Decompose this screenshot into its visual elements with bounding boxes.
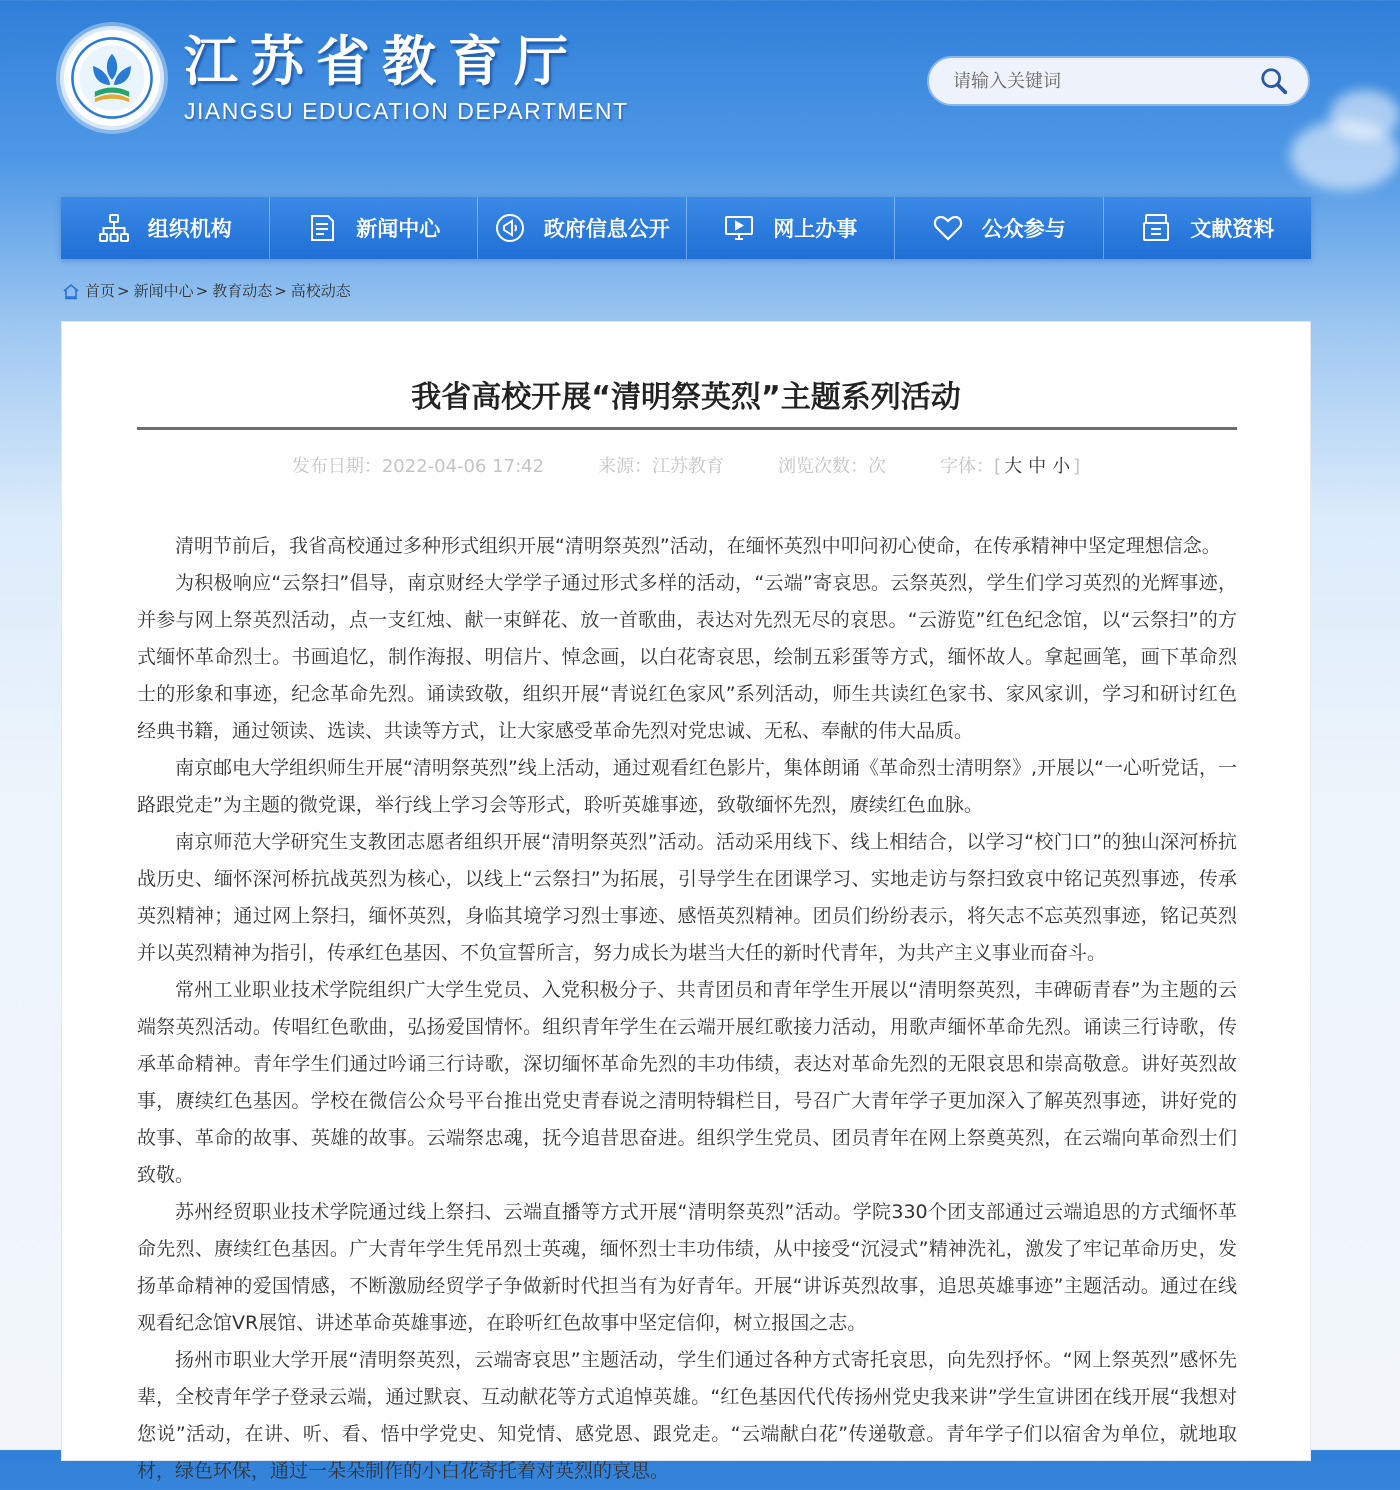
article-paragraph: 苏州经贸职业技术学院通过线上祭扫、云端直播等方式开展“清明祭英烈”活动。学院330个团支部通过云端追思的方式缅怀革命先烈、赓续红色基因。广大青年学生凭吊烈士英魂，缅怀烈士丰功伟绩，从中接受“沉浸式”精神洗礼，激发了牢记革命历史，发扬革命精神的爱国情感，不断激励经贸学子争做新时代担当有为好青年。开展“讲诉英烈故事，追思英雄事迹”主题活动。通过在线观看纪念馆VR展馆、讲述革命英雄事迹，在聆听红色故事中坚定信仰，树立报国之志。 bbox=[137, 1201, 1237, 1334]
article-paragraph: 扬州市职业大学开展“清明祭英烈，云端寄哀思”主题活动，学生们通过各种方式寄托哀思，向先烈抒怀。“网上祭英烈”感怀先辈，全校青年学子登录云端，通过默哀、互动献花等方式追悼英雄。“红色基因代代传扬州党史我来讲”学生宣讲团在线开展“我想对您说”活动，在讲、听、看、悟中学党史、知党情、感党恩、跟党走。“云端献白花”传递敬意。青年学子们以宿舍为单位，就地取材，绿色环保，通过一朵朵制作的小白花寄托着对英烈的哀思。 bbox=[137, 1349, 1237, 1482]
font-size-medium-button[interactable]: 中 bbox=[1028, 456, 1047, 477]
article-meta bbox=[62, 452, 1310, 478]
document-icon bbox=[306, 212, 338, 244]
megaphone-icon bbox=[494, 212, 526, 244]
logo-chinese-text: 江苏省教育厅 bbox=[184, 29, 580, 93]
search-box bbox=[927, 56, 1310, 106]
breadcrumb-university-news[interactable]: 高校动态 bbox=[290, 282, 351, 300]
org-chart-icon bbox=[98, 212, 130, 244]
title-divider bbox=[137, 427, 1237, 430]
publish-date: 发布日期：2022-04-06 17:42 bbox=[291, 456, 545, 477]
heart-icon bbox=[932, 212, 964, 244]
breadcrumb-separator: > bbox=[274, 281, 287, 300]
main-nav bbox=[61, 197, 1311, 259]
breadcrumb-home[interactable]: 首页 bbox=[85, 282, 116, 300]
emblem-icon bbox=[60, 26, 164, 130]
breadcrumb-separator: > bbox=[195, 281, 209, 300]
article-paragraph: 常州工业职业技术学院组织广大学生党员、入党积极分子、共青团员和青年学生开展以“清明祭英烈，丰碑砺青春”为主题的云端祭英烈活动。传唱红色歌曲，弘扬爱国情怀。组织青年学生在云端开展红歌接力活动，用歌声缅怀革命先烈。诵读三行诗歌，传承革命精神。青年学生们通过吟诵三行诗歌，深切缅怀革命先烈的丰功伟绩，表达对革命先烈的无限哀思和崇高敬意。讲好英烈故事，赓续红色基因。学校在微信公众号平台推出党史青春说之清明特辑栏目，号召广大青年学子更加深入了解英烈事迹，讲好党的故事、革命的故事、英雄的故事。云端祭忠魂，抚今追昔思奋进。组织学生党员、团员青年在网上祭奠英烈，在云端向革命烈士们致敬。 bbox=[137, 979, 1237, 1186]
article-panel bbox=[61, 321, 1311, 1482]
font-size-large-button[interactable]: 大 bbox=[1004, 456, 1023, 477]
breadcrumb-separator: > bbox=[117, 281, 130, 300]
breadcrumb bbox=[62, 280, 351, 301]
breadcrumb-education-news[interactable]: 教育动态 bbox=[212, 282, 273, 300]
nav-label: 政府信息公开 bbox=[543, 217, 670, 241]
nav-item-public[interactable] bbox=[895, 197, 1104, 259]
article-title: 我省高校开展“清明祭英烈”主题系列活动 bbox=[411, 380, 961, 415]
view-count: 浏览次数：次 bbox=[778, 456, 887, 477]
home-icon bbox=[62, 282, 80, 300]
font-size-bracket: ] bbox=[1073, 456, 1081, 477]
nav-item-org[interactable] bbox=[61, 197, 270, 259]
nav-item-documents[interactable] bbox=[1104, 197, 1312, 259]
nav-label: 公众参与 bbox=[981, 217, 1066, 241]
article-paragraph: 南京师范大学研究生支教团志愿者组织开展“清明祭英烈”活动。活动采用线下、线上相结合，以学习“校门口”的独山深河桥抗战历史、缅怀深河桥抗战英烈为核心，以线上“云祭扫”为拓展，引导学生在团课学习、实地走访与祭扫致哀中铭记英烈事迹，传承英烈精神；通过网上祭扫，缅怀英烈，身临其境学习烈士事迹、感悟英烈精神。团员们纷纷表示，将矢志不忘英烈事迹，铭记英烈并以英烈精神为指引，传承红色基因、不负宣誓所言，努力成长为堪当大任的新时代青年，为共产主义事业而奋斗。 bbox=[137, 831, 1237, 964]
cloud-decoration bbox=[1330, 90, 1400, 140]
font-size-small-button[interactable]: 小 bbox=[1052, 456, 1071, 477]
search-button[interactable] bbox=[1258, 65, 1290, 97]
article-paragraph: 为积极响应“云祭扫”倡导，南京财经大学学子通过形式多样的活动，“云端”寄哀思。云祭英烈，学生们学习英烈的光辉事迹，并参与网上祭英烈活动，点一支红烛、献一束鲜花、放一首歌曲，表达对先烈无尽的哀思。“云游览”红色纪念馆，以“云祭扫”的方式缅怀革命烈士。书画追忆，制作海报、明信片、悼念画，以白花寄哀思，绘制五彩蛋等方式，缅怀故人。拿起画笔，画下革命烈士的形象和事迹，纪念革命先烈。诵读致敬，组织开展“青说红色家风”系列活动，师生共读红色家书、家风家训，学习和研讨红色经典书籍，通过领读、选读、共读等方式，让大家感受革命先烈对党忠诚、无私、奉献的伟大品质。 bbox=[137, 572, 1237, 742]
article-source: 来源：江苏教育 bbox=[598, 456, 725, 477]
article-paragraph: 南京邮电大学组织师生开展“清明祭英烈”线上活动，通过观看红色影片，集体朗诵《革命烈士清明祭》,开展以“一心听党话，一路跟党走”为主题的微党课，举行线上学习会等形式，聆听英雄事迹，致敬缅怀先烈，赓续红色血脉。 bbox=[137, 757, 1237, 816]
breadcrumb-news-center[interactable]: 新闻中心 bbox=[133, 282, 194, 300]
article-body bbox=[137, 528, 1237, 1490]
archive-icon bbox=[1140, 212, 1172, 244]
search-input[interactable] bbox=[953, 71, 1258, 92]
site-logo[interactable] bbox=[60, 26, 629, 130]
article-paragraph: 清明节前后，我省高校通过多种形式组织开展“清明祭英烈”活动，在缅怀英烈中叩问初心使命，在传承精神中坚定理想信念。 bbox=[175, 535, 1221, 557]
nav-label: 组织机构 bbox=[147, 217, 232, 241]
nav-label: 网上办事 bbox=[773, 217, 858, 241]
font-size-label: 字体：[ bbox=[940, 456, 1002, 477]
nav-label: 文献资料 bbox=[1190, 217, 1275, 241]
nav-label: 新闻中心 bbox=[356, 217, 441, 241]
font-size-control bbox=[940, 452, 1080, 478]
monitor-icon bbox=[723, 212, 755, 244]
nav-item-news[interactable] bbox=[270, 197, 479, 259]
nav-item-online-service[interactable] bbox=[687, 197, 896, 259]
logo-english-text: JIANGSU EDUCATION DEPARTMENT bbox=[184, 97, 629, 124]
search-icon bbox=[1259, 66, 1289, 96]
nav-item-gov-info[interactable] bbox=[478, 197, 687, 259]
